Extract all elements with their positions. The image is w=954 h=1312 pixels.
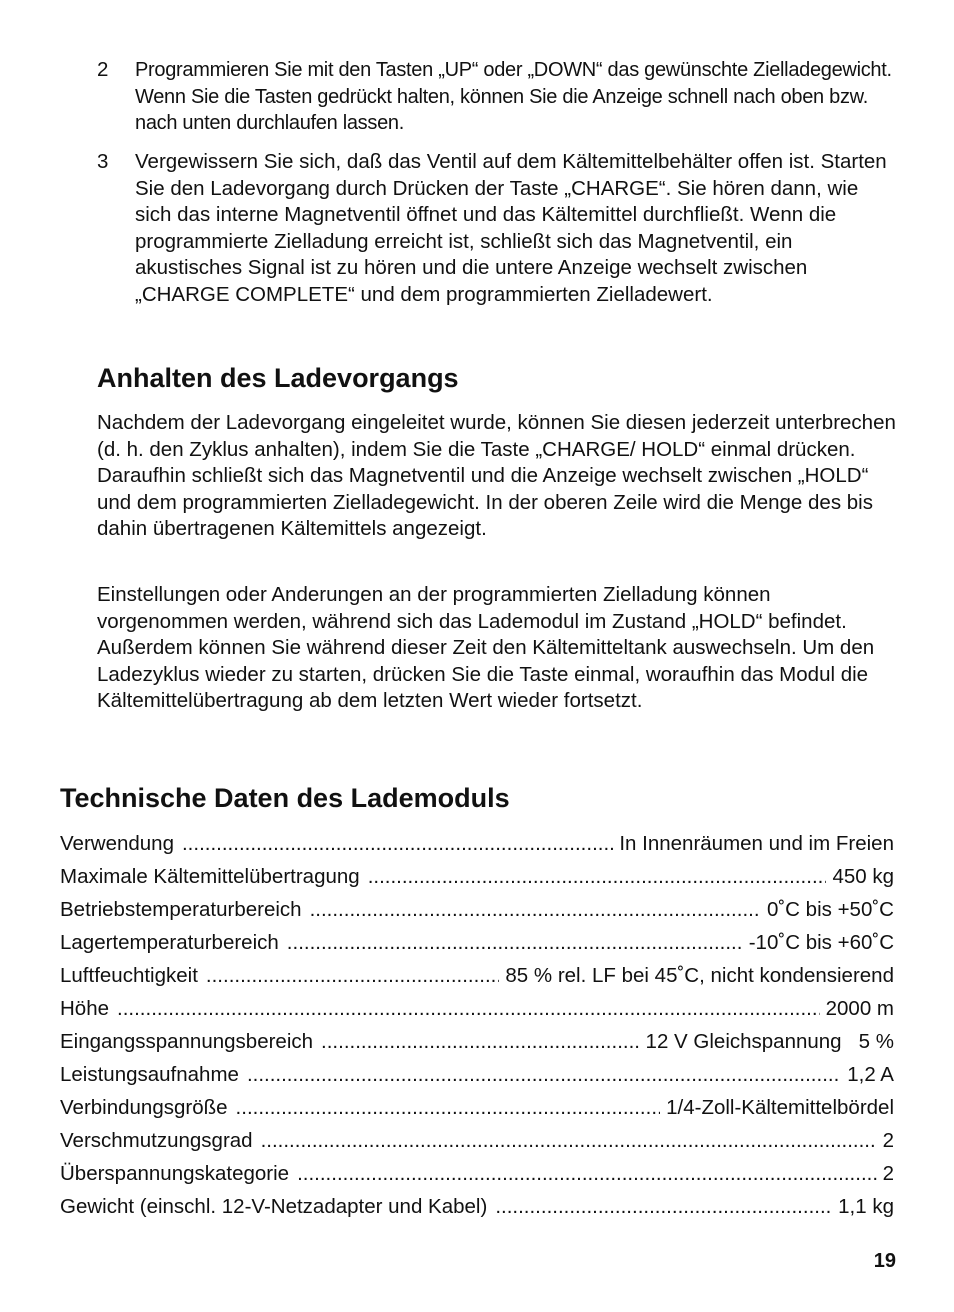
spec-value: 2 [882,1162,894,1185]
paragraph-hold-2: Einstellungen oder Anderungen an der programmierten Zielladung können vorgenommen werden, während sich das Lademodul im Zustand „HOLD“ befindet. Außerdem können Sie während dieser Zeit den Kältemitteltank auswechseln. Um den Ladezyklus wieder zu starten, drücken Sie die Taste einmal, woraufhin das Modul die Kältemittelübertragung ab dem letzten Wert wieder fortsetzt. [97,583,875,712]
spec-value: -10˚C bis +60˚C [748,931,894,954]
spec-label: Leistungsaufnahme [60,1063,239,1086]
section-heading-hold: Anhalten des Ladevorgangs [97,363,459,393]
spec-row [60,1190,894,1223]
dot-leader [206,959,500,992]
spec-row [60,1157,894,1190]
spec-label: Eingangsspannungsbereich [60,1030,314,1053]
section-heading-specs: Technische Daten des Lademoduls [60,783,510,813]
spec-value: 0˚C bis +50˚C [766,898,894,921]
dot-leader [182,827,613,860]
spec-value: 2000 m [825,997,894,1020]
spec-label: Betriebstemperaturbereich [60,898,302,921]
spec-row [60,926,894,959]
spec-row [60,1058,894,1091]
spec-value: In Innenräumen und im Freien [619,832,894,855]
spec-row [60,860,894,893]
instruction-step-3 [97,149,897,308]
dot-leader [117,992,820,1025]
dot-leader [297,1157,877,1190]
dot-leader [287,926,743,959]
spec-row [60,959,894,992]
dot-leader [236,1091,661,1124]
spec-label: Überspannungskategorie [60,1162,290,1185]
page-number: 19 [873,1250,896,1272]
spec-table [60,827,894,1223]
paragraph-hold-1: Nachdem der Ladevorgang eingeleitet wurde, können Sie diesen jederzeit unterbrechen (d. h. den Zyklus anhalten), indem Sie die Taste „CHARGE/ HOLD“ einmal drücken. Daraufhin schließt sich das Magnetventil und die Anzeige wechselt zwischen „HOLD“ und dem programmierten Zielladegewicht. In der oberen Zeile wird die Menge des bis dahin übertragenen Kältemittels angezeigt. [97,411,896,540]
dot-leader [321,1025,640,1058]
spec-value: 450 kg [832,865,894,888]
dot-leader [310,893,761,926]
dot-leader [368,860,827,893]
spec-row [60,1025,894,1058]
spec-label: Höhe [60,997,110,1020]
instruction-step-2 [97,57,897,137]
dot-leader [495,1190,832,1223]
step-number: 3 [97,150,109,173]
spec-label: Verschmutzungsgrad [60,1129,253,1152]
step-text: Programmieren Sie mit den Tasten „UP“ oder „DOWN“ das gewünschte Zielladegewicht. Wenn Sie die Tasten gedrückt halten, können Sie die Anzeige schnell nach oben bzw. nach unten durchlaufen lassen. [135,59,892,134]
spec-label: Gewicht (einschl. 12-V-Netzadapter und Kabel) [60,1195,488,1218]
spec-label: Maximale Kältemittelübertragung [60,865,360,888]
spec-value: 85 % rel. LF bei 45˚C, nicht kondensierend [505,964,894,987]
spec-value: 1/4-Zoll-Kältemittelbördel [666,1096,894,1119]
spec-value: 2 [882,1129,894,1152]
spec-value: 12 V Gleichspannung 5 % [645,1030,894,1053]
dot-leader [247,1058,841,1091]
spec-value: 1,1 kg [838,1195,894,1218]
spec-label: Verwendung [60,832,174,855]
spec-row [60,893,894,926]
spec-label: Luftfeuchtigkeit [60,964,198,987]
step-number: 2 [97,58,109,81]
step-text: Vergewissern Sie sich, daß das Ventil auf dem Kältemittelbehälter offen ist. Starten Sie den Ladevorgang durch Drücken der Taste „CHARGE“. Sie hören dann, wie sich das interne Magnetventil öffnet und das Kältemittel durchfließt. Wenn die programmierte Zielladung erreicht ist, schließt sich das Magnetventil, ein akustisches Signal ist zu hören und die untere Anzeige wechselt zwischen „CHARGE COMPLETE“ und dem programmierten Zielladewert. [135,150,887,306]
spec-row [60,992,894,1025]
spec-row [60,1124,894,1157]
dot-leader [261,1124,877,1157]
spec-row [60,827,894,860]
spec-row [60,1091,894,1124]
spec-label: Verbindungsgröße [60,1096,228,1119]
spec-value: 1,2 A [847,1063,894,1086]
spec-label: Lagertemperaturbereich [60,931,279,954]
